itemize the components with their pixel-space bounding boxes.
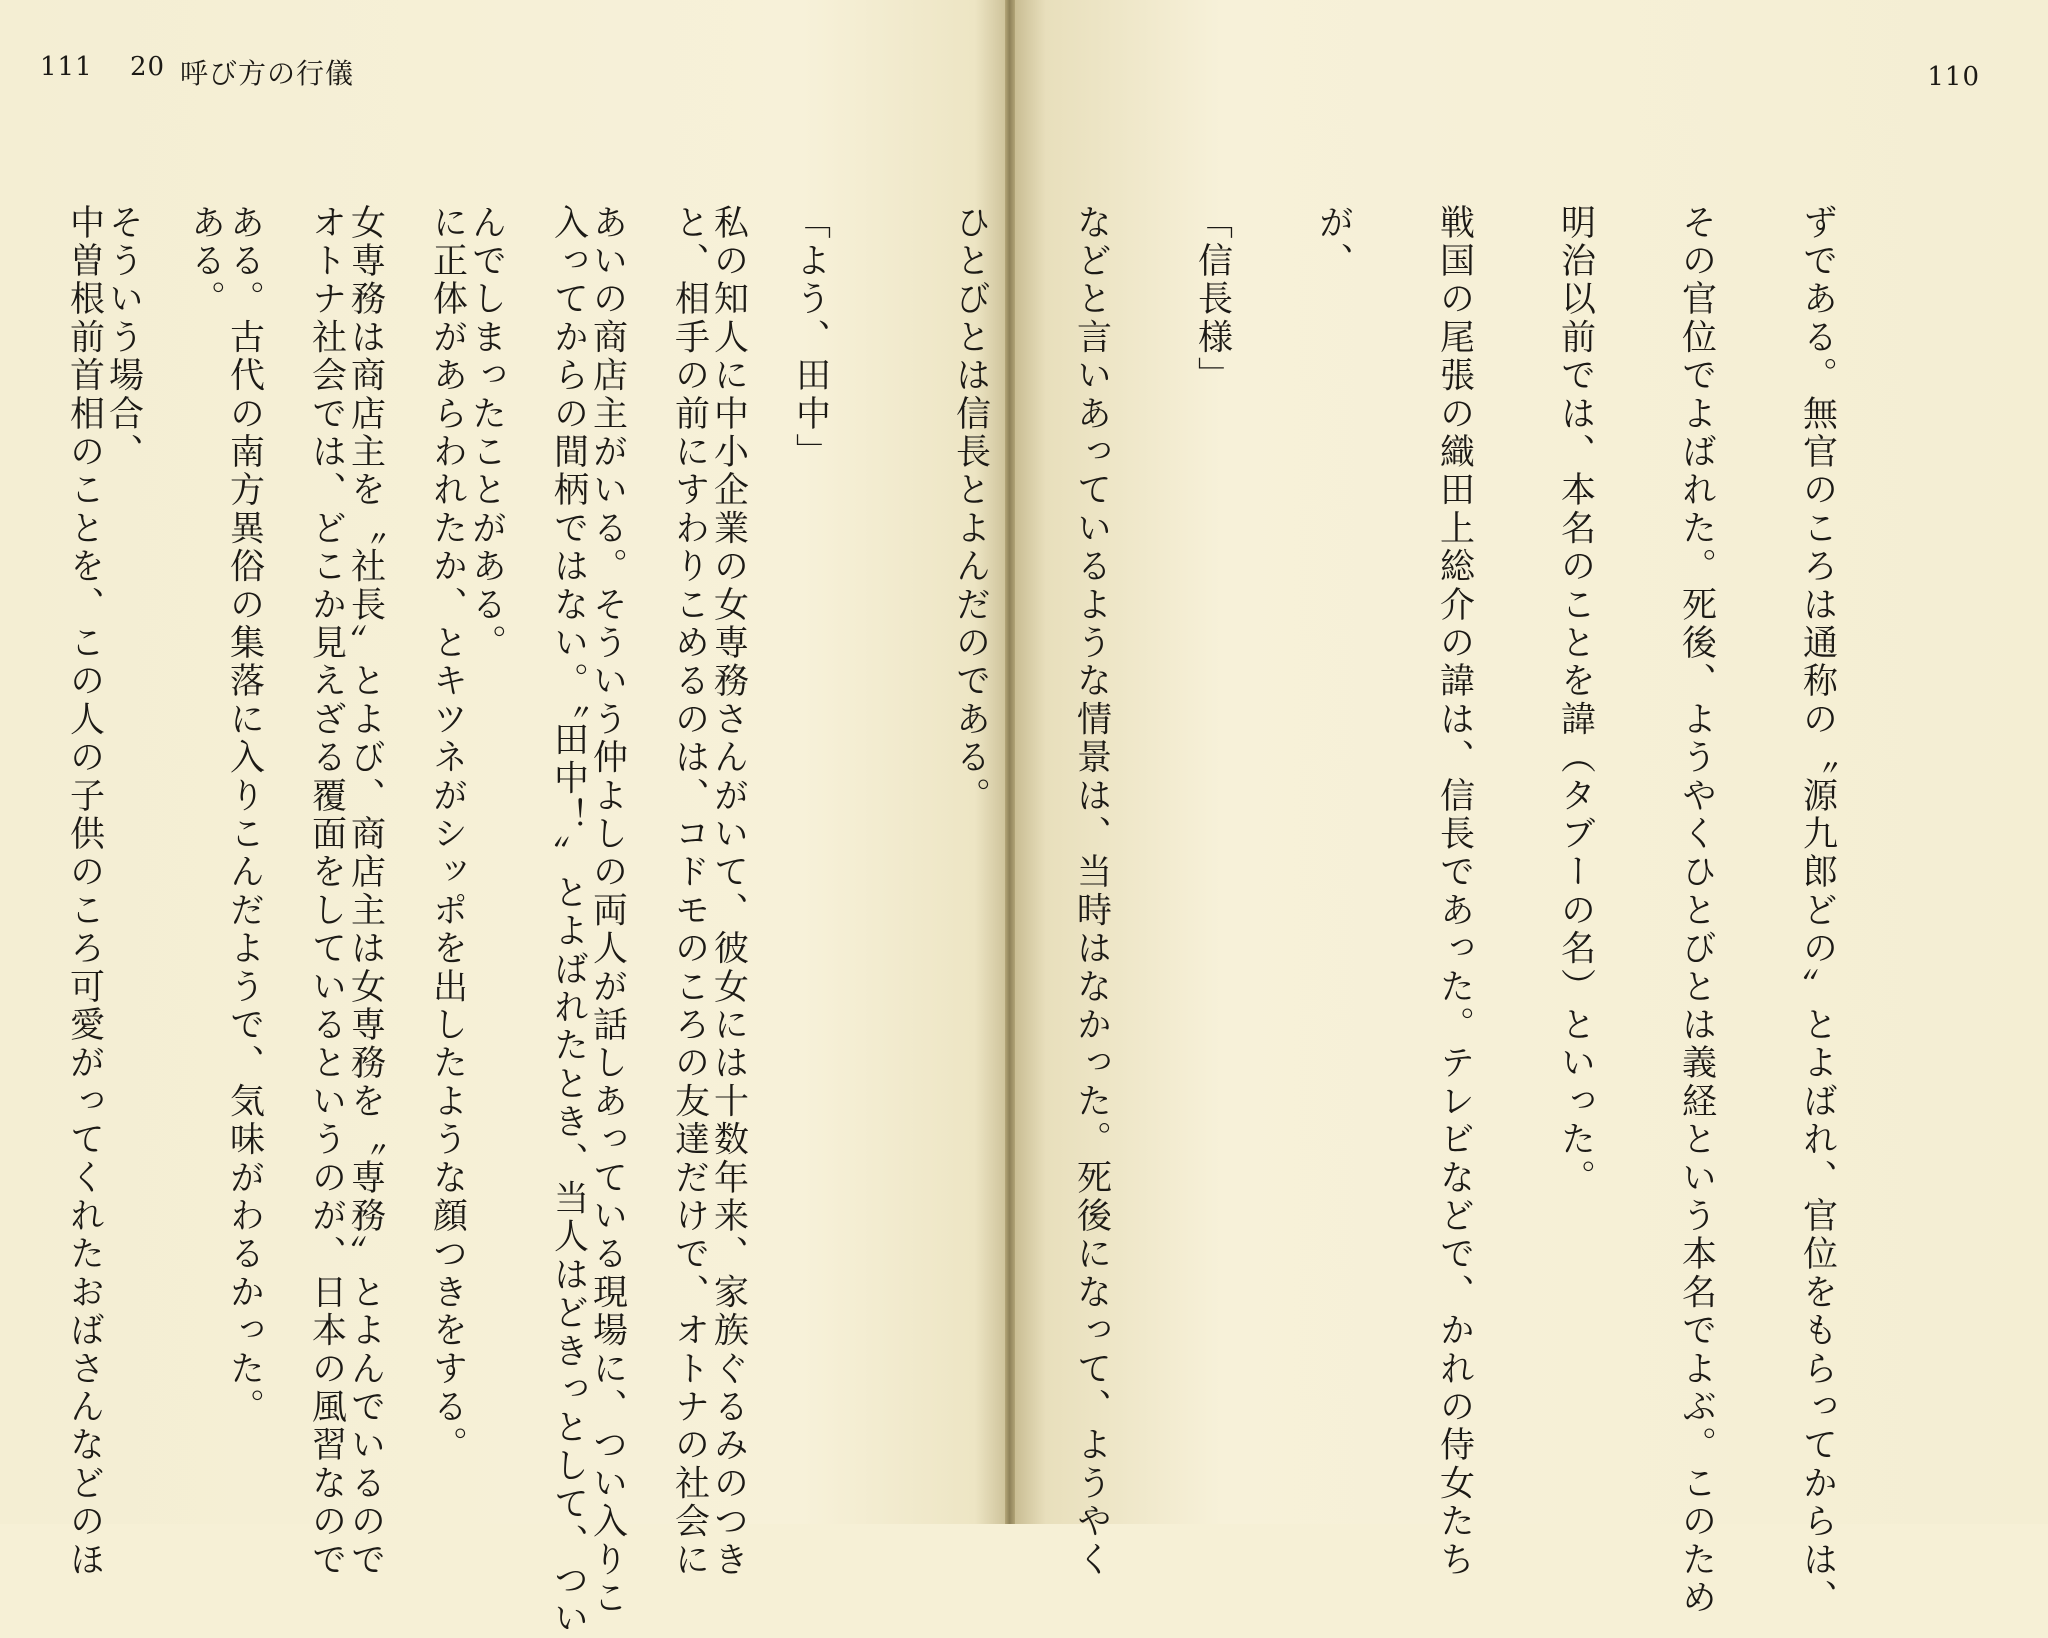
text-column: ある。古代の南方異俗の集落に入りこんだようで、気味がわるかった。 <box>224 203 265 1427</box>
left-page-number: 111 <box>40 52 93 82</box>
text-column: 私の知人に中小企業の女専務さんがいて、彼女には十数年来、家族ぐるみのつき <box>708 203 749 1580</box>
text-column: オトナ社会では、どこか見えざる覆面をしているというのが、日本の風習なので <box>306 203 347 1580</box>
text-column: などと言いあっているような情景は、当時はなかった。死後になって、ようやく <box>1071 203 1112 1580</box>
text-column: ひとびとは信長とよんだのである。 <box>950 203 991 816</box>
text-column: 「信長様」 <box>1192 203 1233 395</box>
text-column: そういう場合、 <box>103 203 144 472</box>
text-column: に正体があらわれたか、とキツネがシッポを出したような顔つきをする。 <box>427 203 468 1465</box>
text-column: ある。 <box>185 203 226 319</box>
text-column: んでしまったことがある。 <box>466 203 507 663</box>
right-page-body <box>0 118 1908 1618</box>
text-column: 入ってからの間柄ではない。〝田中！〟とよばれたとき、当人はどきっとして、つい <box>548 203 589 1638</box>
text-column: 戦国の尾張の織田上総介の諱は、信長であった。テレビなどで、かれの侍女たち <box>1434 203 1475 1580</box>
chapter-title: 呼び方の行儀 <box>180 57 355 90</box>
text-column: と、相手の前にすわりこめるのは、コドモのころの友達だけで、オトナの社会に <box>669 203 710 1580</box>
chapter-number: 20 <box>130 52 166 82</box>
text-column: 中曽根前首相のことを、この人の子供のころ可愛がってくれたおばさんなどのほ <box>64 203 105 1580</box>
right-page-number: 110 <box>1927 62 1980 92</box>
text-column: ずである。無官のころは通称の〝源九郎どの〟とよばれ、官位をもらってからは、 <box>1797 203 1838 1618</box>
text-column: 女専務は商店主を〝社長〟とよび、商店主は女専務を〝専務〟とよんでいるので <box>345 203 386 1580</box>
text-column: その官位でよばれた。死後、ようやくひとびとは義経という本名でよぶ。このため <box>1676 203 1717 1618</box>
text-column: あいの商店主がいる。そういう仲よしの両人が話しあっている現場に、つい入りこ <box>587 203 628 1618</box>
text-column: 明治以前では、本名のことを諱（タブーの名）といった。 <box>1555 203 1596 1198</box>
text-column: 「よう、田中」 <box>790 203 831 472</box>
text-column: が、 <box>1313 203 1354 281</box>
